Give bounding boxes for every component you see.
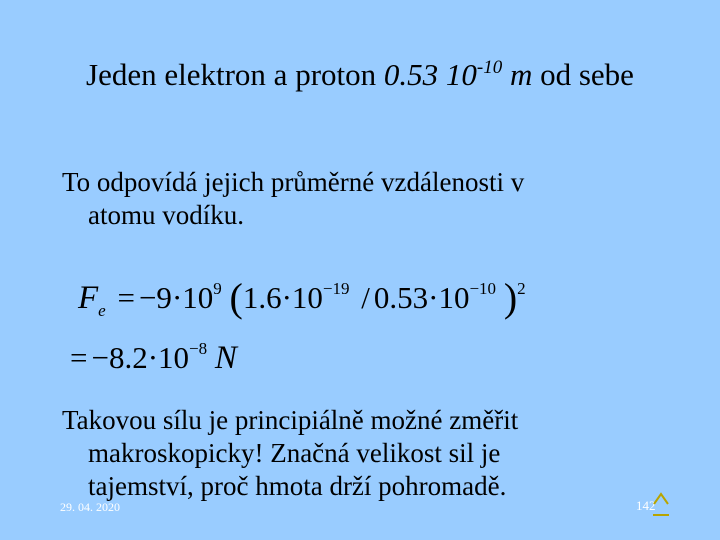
- dot-operator: ·: [428, 280, 439, 315]
- close-paren: ): [503, 275, 518, 320]
- open-paren: (: [229, 275, 243, 320]
- footer-date: 29. 04. 2020: [60, 500, 120, 514]
- coefficient: −9: [138, 280, 172, 315]
- dot-operator: ·: [281, 280, 292, 315]
- force-subscript: e: [98, 301, 106, 320]
- exponent: −8: [189, 339, 208, 358]
- exponent: −10: [469, 279, 497, 298]
- exponent: 9: [213, 279, 222, 298]
- coulomb-force-equation: [78, 275, 526, 320]
- title-distance-unit: m: [502, 57, 533, 92]
- paragraph-line: tajemství, proč hmota drží pohromadě.: [88, 471, 507, 501]
- unit-newton: N: [214, 340, 237, 376]
- equals-sign: =: [117, 280, 135, 315]
- distance-value: 0.53: [373, 280, 429, 315]
- equals-sign: =: [70, 340, 88, 375]
- force-symbol: F: [78, 280, 99, 316]
- title-text-start: Jeden elektron a proton: [86, 57, 384, 92]
- paragraph-conclusion: [62, 404, 682, 503]
- power-exponent: 2: [517, 279, 526, 298]
- dot-operator: ·: [171, 280, 183, 315]
- paragraph-distance: [62, 166, 682, 232]
- title-text-end: od sebe: [532, 57, 634, 92]
- division-slash: /: [361, 280, 370, 315]
- force-result-equation: [66, 340, 237, 377]
- charge-value: 1.6: [242, 280, 282, 315]
- title-distance-exponent: -10: [476, 57, 503, 78]
- caret-up-icon[interactable]: [652, 490, 670, 518]
- paragraph-line: To odpovídá jejich průměrné vzdálenosti v: [62, 167, 525, 197]
- paragraph-line: atomu vodíku.: [88, 200, 244, 230]
- slide-title: [60, 54, 660, 96]
- ten-base: 10: [291, 280, 323, 315]
- ten-base: 10: [158, 340, 190, 375]
- title-distance-value: 0.53 10: [383, 57, 477, 92]
- slide-number: 142: [636, 498, 656, 513]
- paragraph-line: makroskopicky! Značná velikost sil je: [88, 438, 501, 468]
- paragraph-line: Takovou sílu je principiálně možné změřit: [62, 405, 519, 435]
- ten-base: 10: [438, 280, 470, 315]
- dot-operator: ·: [147, 340, 159, 375]
- exponent: −19: [322, 279, 350, 298]
- result-value: −8.2: [91, 340, 148, 375]
- ten-base: 10: [182, 280, 214, 315]
